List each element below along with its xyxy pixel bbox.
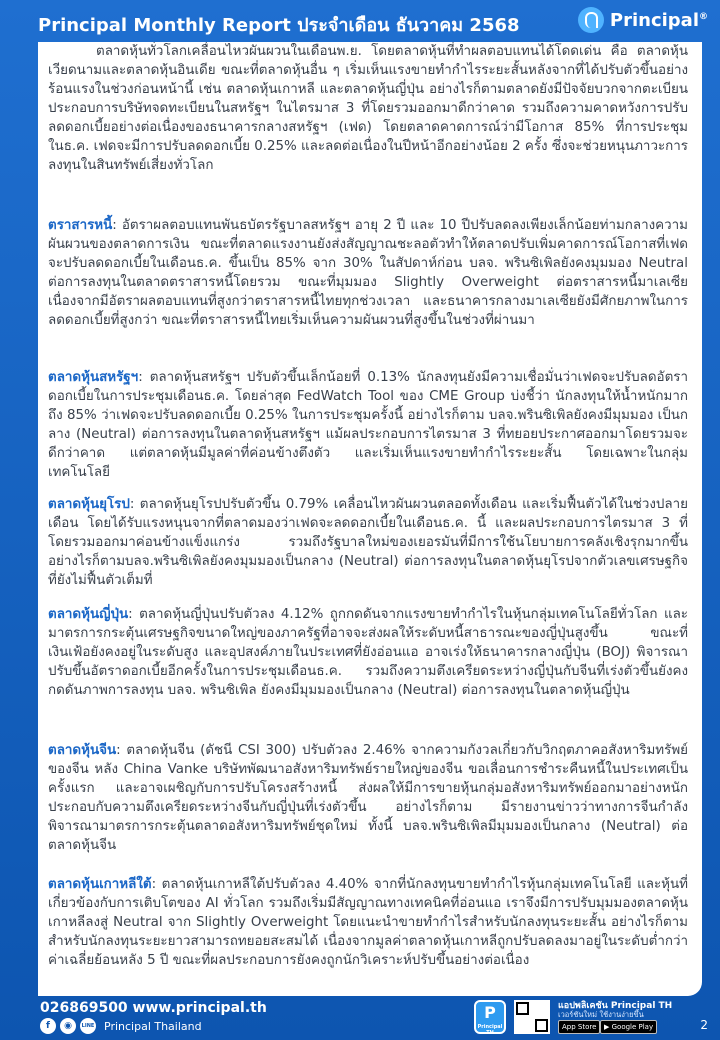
- section-heading: ตลาดหุ้นเกาหลีใต้: [48, 877, 152, 892]
- section-heading: ตลาดหุ้นจีน: [48, 743, 117, 758]
- section-bonds: ตราสารหนี้: อัตราผลตอบแทนพันธบัตรรัฐบาลสหรัฐฯ อายุ 2 ปี และ 10 ปีปรับลดลงเพียงเล็กน้อยท่ามกลางความผันผวนของตลาดการเงิน ขณะที่ตลาดแรงงานยังส่งสัญญาณชะลอตัวทำให้ตลาดปรับเพิ่มคาดการณ์โอกาสที่เฟดจะปรับลดดอกเบี้ยในเดือนธ.ค. ขึ้นเป็น 85% จาก 30% ในสัปดาห์ก่อน บลจ. พรินซิเพิลยังคงมุมมอง Neutral ต่อการลงทุนในตลาดตราสารหนี้โดยรวม ขณะที่มุมมอง Slightly Overweight ต่อตราสารหนี้มาเลเซีย เนื่องจากมีอัตราผลตอบแทนที่สูงกว่าตราสารหนี้ไทยทุกช่วงเวลา และธนาคารกลางมาเลเซียยังมีศักยภาพในการลดดอกเบี้ยที่สูงกว่า ขณะที่ตราสารหนี้ไทยเริ่มเห็นความผันผวนที่สูงขึ้นในช่วงที่ผ่านมา: [48, 218, 688, 328]
- app-subtitle: เวอร์ชันใหม่ ใช้งานง่ายขึ้น: [558, 1010, 644, 1019]
- section-us-equity: ตลาดหุ้นสหรัฐฯ: ตลาดหุ้นสหรัฐฯ ปรับตัวขึ้นเล็กน้อยที่ 0.13% นักลงทุนยังมีความเชื่อมั่นว่าเฟดจะปรับลดอัตราดอกเบี้ยในการประชุมเดือนธ.ค. โดยล่าสุด FedWatch Tool ของ CME Group บ่งชี้ว่า นักลงทุนให้น้ำหนักมากถึง 85% ว่าเฟดจะปรับลดดอกเบี้ย 0.25% ในการประชุมครั้งนี้ อย่างไรก็ตาม บลจ.พรินซิเพิลยังคงมีมุมมอง เป็นกลาง (Neutral) ต่อการลงทุนในตลาดหุ้นสหรัฐฯ แม้ผลประกอบการไตรมาส 3 ที่ทยอยประกาศออกมาโดยรวมจะดีกว่าคาด แต่ตลาดหุ้นมีมูลค่าที่ค่อนข้างตึงตัว และเริ่มเห็นแรงขายทำกำไรระยะสั้น โดยเฉพาะในกลุ่มเทคโนโลยี: [48, 370, 688, 480]
- social-handle: Principal Thailand: [104, 1019, 202, 1033]
- section-heading: ตลาดหุ้นสหรัฐฯ: [48, 370, 139, 385]
- app-title: แอปพลิเคชัน Principal TH: [558, 1001, 673, 1011]
- page-number: 2: [700, 1018, 708, 1032]
- principal-logo-icon: [578, 7, 604, 33]
- footer-bar: [0, 996, 720, 1040]
- line-icon[interactable]: LINE: [80, 1018, 96, 1034]
- section-heading: ตลาดหุ้นยุโรป: [48, 497, 130, 512]
- section-heading: ตราสารหนี้: [48, 218, 113, 233]
- intro-paragraph: ตลาดหุ้นทั่วโลกเคลื่อนไหวผันผวนในเดือนพ.ย. โดยตลาดหุ้นที่ทำผลตอบแทนได้โดดเด่น คือ ตลาดหุ้นเวียดนามและตลาดหุ้นอินเดีย ขณะที่ตลาดหุ้นอื่น ๆ เริ่มเห็นแรงขายทำกำไรระยะสั้นหลังจากที่ได้ปรับตัวขึ้นอย่างร้อนแรงในช่วงก่อนหน้านี้ เช่น ตลาดหุ้นเกาหลี และตลาดหุ้นญี่ปุ่น อย่างไรก็ตามตลาดยังมีปัจจัยบวกจากตะเบียนประกอบการบริษัทจดทะเบียนในสหรัฐฯ ในไตรมาส 3 ที่โดยรวมออกมาดีกว่าคาด รวมถึงความคาดหวังการปรับลดดอกเบี้ยอย่างต่อเนื่องของธนาคารกลางสหรัฐฯ (เฟด) โดยตลาดคาดการณ์ว่ามีโอกาส 85% ที่การประชุมในธ.ค. เฟดจะมีการปรับลดดอกเบี้ย 0.25% และลดต่อเนื่องในปีหน้าอีกอย่างน้อย 2 ครั้ง ซึ่งจะช่วยหนุนภาวะการลงทุนในสินทรัพย์เสี่ยงทั่วโลก: [48, 44, 688, 173]
- section-europe-equity: ตลาดหุ้นยุโรป: ตลาดหุ้นยุโรปปรับตัวขึ้น 0.79% เคลื่อนไหวผันผวนตลอดทั้งเดือน และเริ่มฟื้นตัวได้ในช่วงปลายเดือน โดยได้รับแรงหนุนจากที่ตลาดมองว่าเฟดจะลดดอกเบี้ยในเดือนธ.ค. นี้ และผลประกอบการไตรมาส 3 ที่โดยรวมออกมาค่อนข้างแข็งแกร่ง รวมถึงรัฐบาลใหม่ของเยอรมันที่มีการใช้นโยบายการคลังเชิงรุกมากขึ้น อย่างไรก็ตามบลจ.พรินซิเพิลยังคงมุมมองเป็นกลาง (Neutral) ต่อการลงทุนในตลาดหุ้นยุโรปจากตัวเลขเศรษฐกิจที่ยังไม่ฟื้นตัวเต็มที่: [48, 497, 688, 588]
- section-heading: ตลาดหุ้นญี่ปุ่น: [48, 607, 129, 622]
- section-japan-equity: ตลาดหุ้นญี่ปุ่น: ตลาดหุ้นญี่ปุ่นปรับตัวลง 4.12% ถูกกดดันจากแรงขายทำกำไรในหุ้นกลุ่มเทคโนโลยีทั่วโลก และมาตรการกระตุ้นเศรษฐกิจขนาดใหญ่ของภาครัฐที่อาจจะส่งผลให้ระดับหนี้สาธารณะของญี่ปุ่นสูงขึ้น ขณะที่เงินเฟ้อยังคงอยู่ในระดับสูง และอุปสงค์ภายในประเทศที่ยังอ่อนแอ อาจเร่งให้ธนาคารกลางญี่ปุ่น (BOJ) พิจารณาปรับขึ้นอัตราดอกเบี้ยอีกครั้งในการประชุมเดือนธ.ค. รวมถึงความตึงเครียดระหว่างญี่ปุ่นกับจีนที่เร่งตัวขึ้นยังคงกดดันภาพการลงทุน บลจ. พรินซิเพิล ยังคงมีมุมมองเป็นกลาง (Neutral) ต่อการลงทุนในตลาดหุ้นญี่ปุ่น: [48, 607, 688, 698]
- contact-info[interactable]: 026869500 www.principal.th: [40, 1000, 267, 1016]
- google-play-badge[interactable]: ▶ Google Play: [600, 1020, 657, 1034]
- header-bar: [0, 0, 720, 42]
- principal-app-icon[interactable]: P Principal TH: [474, 1000, 506, 1034]
- facebook-icon[interactable]: f: [40, 1018, 56, 1034]
- social-links: [40, 1018, 202, 1034]
- app-store-badge[interactable]: App Store: [558, 1020, 600, 1034]
- section-korea-equity: ตลาดหุ้นเกาหลีใต้: ตลาดหุ้นเกาหลีใต้ปรับตัวลง 4.40% จากที่นักลงทุนขายทำกำไรหุ้นกลุ่มเทคโนโลยี และหุ้นที่เกี่ยวข้องกับการเติบโตของ AI ทั่วโลก รวมถึงเริ่มมีสัญญาณทางเทคนิคที่อ่อนแอ เราจึงมีการปรับมุมมองตลาดหุ้นเกาหลีลงสู่ Neutral จาก Slightly Overweight โดยแนะนำขายทำกำไรสำหรับนักลงทุนระยะสั้น อย่างไรก็ตามสำหรับนักลงทุนระยะยาวสามารถทยอยสะสมได้ เนื่องจากมูลค่าตลาดหุ้นเกาหลีถูกปรับลดลงมาอยู่ในระดับต่ำกว่าค่าเฉลี่ยย้อนหลัง 5 ปี ขณะที่ผลประกอบการยังคงถูกนักวิเคราะห์ปรับขึ้นอย่างต่อเนื่อง: [48, 877, 688, 968]
- youtube-icon[interactable]: ◉: [60, 1018, 76, 1034]
- qr-code: [514, 1000, 550, 1034]
- report-body: [38, 42, 702, 996]
- report-title: Principal Monthly Report ประจำเดือน ธันวาคม 2568: [38, 15, 520, 36]
- principal-logo: [578, 7, 708, 33]
- logo-text: Principal®: [609, 9, 708, 31]
- section-china-equity: ตลาดหุ้นจีน: ตลาดหุ้นจีน (ดัชนี CSI 300) ปรับตัวลง 2.46% จากความกังวลเกี่ยวกับวิกฤตภาคอสังหาริมทรัพย์ของจีน หลัง China Vanke บริษัทพัฒนาอสังหาริมทรัพย์รายใหญ่ของจีน ขอเลื่อนการชำระคืนหนี้ในประเทศเป็นครั้งแรก และอาจเผชิญกับการปรับโครงสร้างหนี้ ส่งผลให้มีการขายหุ้นกลุ่มอสังหาริมทรัพย์ออกมาอย่างหนัก ประกอบกับความตึงเครียดระหว่างจีนกับญี่ปุ่นที่เร่งตัวขึ้น อย่างไรก็ตาม มีรายงานข่าวว่าทางการจีนกำลังพิจารณามาตรการกระตุ้นตลาดอสังหาริมทรัพย์ชุดใหม่ ทั้งนี้ บลจ.พรินซิเพิลมีมุมมองเป็นกลาง (Neutral) ต่อตลาดหุ้นจีน: [48, 743, 688, 853]
